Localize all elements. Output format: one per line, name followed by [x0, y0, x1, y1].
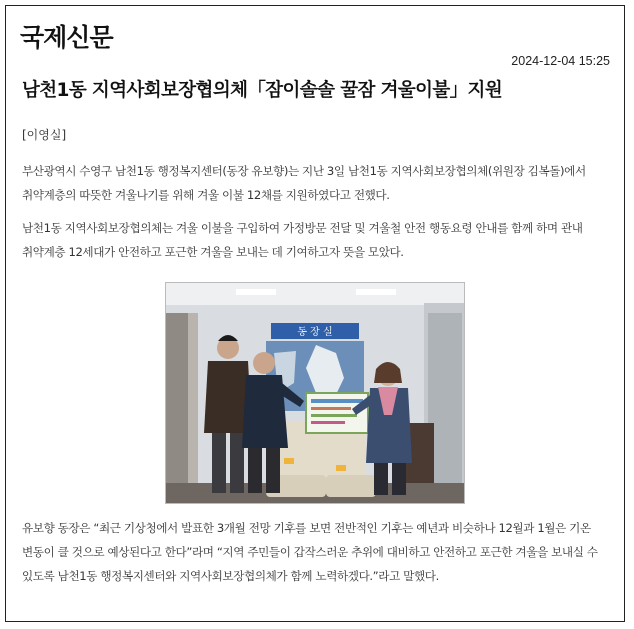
article-photo [165, 282, 465, 504]
article-paragraph-1: 부산광역시 수영구 남천1동 행정복지센터(동장 유보향)는 지난 3일 남천1동 지역사회보장협의체(위원장 김복돌)에서 취약계층의 따뜻한 겨울나기를 위해 겨울 이불 12채를 지원하였다고 전했다. [22, 164, 586, 202]
photo-ceiling [166, 283, 465, 305]
article-paragraph-3: 유보향 동장은 “최근 기상청에서 발표한 3개월 전망 기후를 보면 전반적인 기후는 예년과 비슷하나 12월과 1월은 기온 변동이 클 것으로 예상된다고 한다”라며 “지역 주민들이 갑작스러운 추위에 대비하고 안전하고 포근한 겨울을 보내실 수 있도록 남천1동 행정복지센터와 지역사회보장협의체가 함께 노력하겠다.”라고 말했다. [22, 521, 598, 583]
newspaper-logo[interactable]: 국제신문 [20, 23, 113, 52]
wall-sign-text: 동 장 실 [297, 327, 333, 338]
article-paragraph-2: 남천1동 지역사회보장협의체는 겨울 이불을 구입하여 가정방문 전달 및 겨울철 안전 행동요령 안내를 함께 하며 관내 취약계층 12세대가 안전하고 포근한 겨울을 보내는 데 기여하고자 뜻을 모았다. [22, 221, 583, 259]
publish-datetime: 2024-12-04 15:25 [511, 54, 610, 68]
blanket-bag-2 [316, 428, 366, 480]
person-2-head [253, 352, 275, 374]
author-byline: [이영실] [22, 128, 67, 142]
article-frame [5, 5, 625, 622]
article-headline: 남천1동 지역사회보장협의체「잠이솔솔 꿀잠 겨울이불」지원 [22, 80, 503, 101]
photo-scene [166, 283, 465, 504]
